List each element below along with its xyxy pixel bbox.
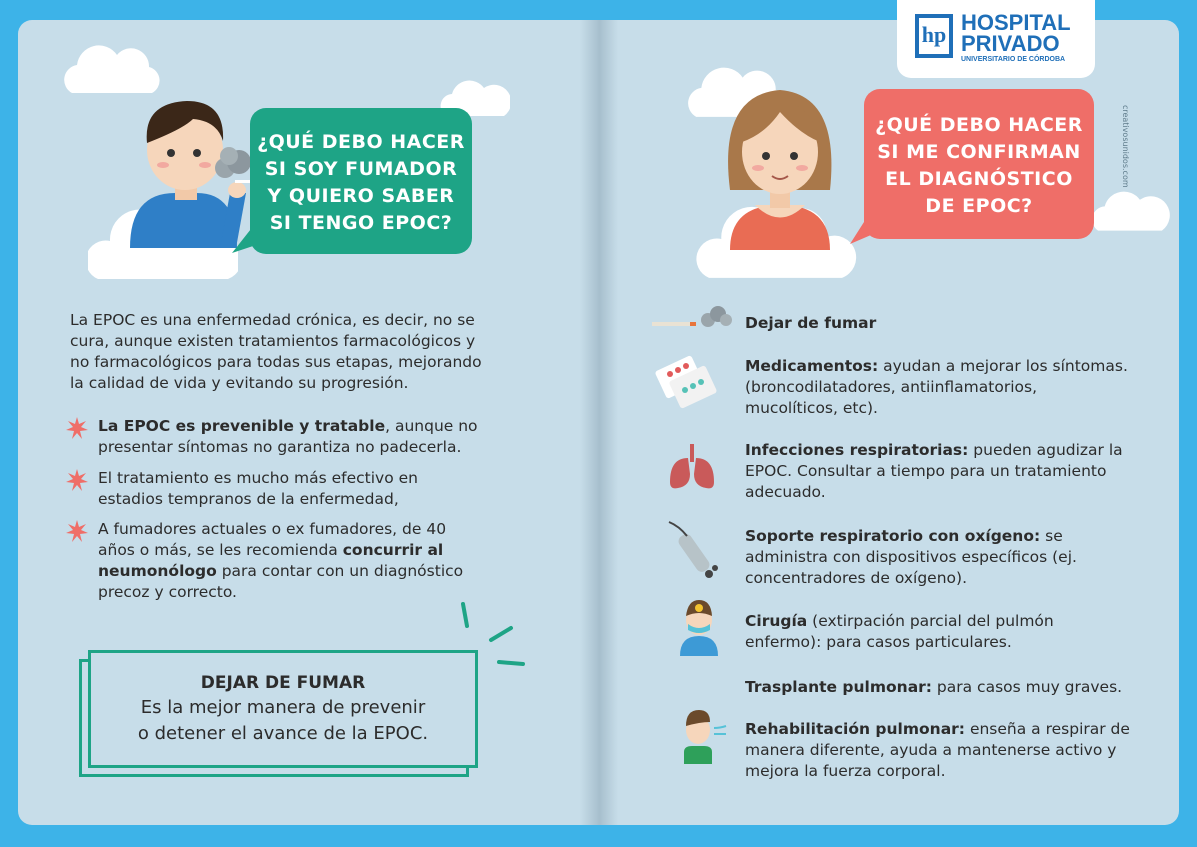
intro-line: la calidad de vida y evitando su progresión. <box>70 374 409 392</box>
bullet-1-rest: , aunque no <box>385 417 478 435</box>
item-transplant <box>745 677 1122 698</box>
item-infections <box>745 440 1123 503</box>
item-title: Trasplante pulmonar: <box>745 678 932 696</box>
bullet-1-line2: presentar síntomas no garantiza no padecerla. <box>98 438 462 456</box>
oxygen-tank-icon <box>665 518 723 580</box>
item-line: (broncodilatadores, antiinflamatorios, <box>745 378 1037 396</box>
bubble-line: ¿QUÉ DEBO HACER <box>875 114 1083 136</box>
bubble-line: SI SOY FUMADOR <box>264 158 458 180</box>
bubble-line: EL DIAGNÓSTICO <box>885 168 1073 190</box>
item-oxygen <box>745 526 1077 589</box>
pills-icon <box>655 352 720 410</box>
item-first: enseña a respirar de <box>965 720 1130 738</box>
intro-line: cura, aunque existen tratamientos farmacológicos y <box>70 332 476 350</box>
cigarette-icon <box>650 302 735 332</box>
item-quit-smoking <box>745 313 876 334</box>
intro-paragraph <box>70 310 482 394</box>
intro-line: La EPOC es una enfermedad crónica, es decir, no se <box>70 311 475 329</box>
item-title: Soporte respiratorio con oxígeno: <box>745 527 1041 545</box>
bubble-line: DE EPOC? <box>925 195 1033 217</box>
cloud-icon <box>1090 180 1170 235</box>
item-line: administra con dispositivos específicos (ej. <box>745 548 1077 566</box>
item-title: Infecciones respiratorias: <box>745 441 969 459</box>
bubble-line: SI ME CONFIRMAN <box>877 141 1081 163</box>
bullet-1-bold: La EPOC es prevenible y tratable <box>98 417 386 435</box>
item-first: ayudan a mejorar los síntomas. <box>878 357 1128 375</box>
right-question-bubble <box>864 89 1094 239</box>
item-title: Dejar de fumar <box>745 314 877 332</box>
item-line: enfermo): para casos particulares. <box>745 633 1012 651</box>
item-line: adecuado. <box>745 483 826 501</box>
item-first: pueden agudizar la <box>968 441 1123 459</box>
item-first: para casos muy graves. <box>932 678 1123 696</box>
bubble-line: SI TENGO EPOC? <box>269 212 453 234</box>
bullet-3-line2b: concurrir al <box>342 541 444 559</box>
item-surgery <box>745 611 1054 653</box>
logo-line3: UNIVERSITARIO DE CÓRDOBA <box>961 56 1066 63</box>
item-line: EPOC. Consultar a tiempo para un tratamiento <box>745 462 1107 480</box>
burst-star-icon <box>66 469 88 491</box>
bullet-2-line1: El tratamiento es mucho más efectivo en <box>98 469 418 487</box>
credit-text: creativosunidos.com <box>1121 105 1130 188</box>
bubble-line: ¿QUÉ DEBO HACER <box>257 131 465 153</box>
bullet-1 <box>98 416 478 458</box>
hospital-logo <box>897 0 1095 78</box>
item-medications <box>745 356 1128 419</box>
woman-icon <box>720 80 840 250</box>
bullet-2 <box>98 468 418 510</box>
item-rehabilitation <box>745 719 1130 782</box>
bullet-3-line4: precoz y correcto. <box>98 583 237 601</box>
bullet-2-line2: estadios tempranos de la enfermedad, <box>98 490 399 508</box>
bullet-3-line2a: años o más, se les recomienda <box>98 541 343 559</box>
item-first: (extirpación parcial del pulmón <box>807 612 1054 630</box>
callout-line2: o detener el avance de la EPOC. <box>137 723 429 744</box>
cloud-icon <box>62 38 162 98</box>
item-line: manera diferente, ayuda a mantenerse activo y <box>745 741 1117 759</box>
burst-star-icon <box>66 520 88 542</box>
logo-line2: PRIVADO <box>961 31 1060 56</box>
item-first: se <box>1040 527 1063 545</box>
book-spine <box>580 20 618 825</box>
item-line: mucolíticos, etc). <box>745 399 878 417</box>
bubble-line: Y QUIERO SABER <box>267 185 455 207</box>
burst-star-icon <box>66 417 88 439</box>
bullet-3-line3b: para contar con un diagnóstico <box>216 562 464 580</box>
callout-line1: Es la mejor manera de prevenir <box>140 697 426 718</box>
bullet-3 <box>98 519 463 603</box>
item-title: Cirugía <box>745 612 808 630</box>
item-title: Medicamentos: <box>745 357 879 375</box>
quit-smoking-callout <box>88 650 478 768</box>
breathing-person-icon <box>680 708 730 764</box>
left-question-bubble <box>250 108 472 254</box>
item-line: concentradores de oxígeno). <box>745 569 967 587</box>
intro-line: no farmacológicos para todas sus etapas, mejorando <box>70 353 482 371</box>
callout-title: DEJAR DE FUMAR <box>200 673 366 693</box>
logo-line1: HOSPITAL <box>961 10 1071 35</box>
bullet-3-line1: A fumadores actuales o ex fumadores, de 40 <box>98 520 447 538</box>
surgeon-icon <box>678 598 720 656</box>
logo-mark: hp <box>915 14 953 58</box>
lungs-icon <box>668 444 716 490</box>
item-title: Rehabilitación pulmonar: <box>745 720 966 738</box>
item-line: mejora la fuerza corporal. <box>745 762 946 780</box>
bullet-3-line3a: neumonólogo <box>98 562 217 580</box>
